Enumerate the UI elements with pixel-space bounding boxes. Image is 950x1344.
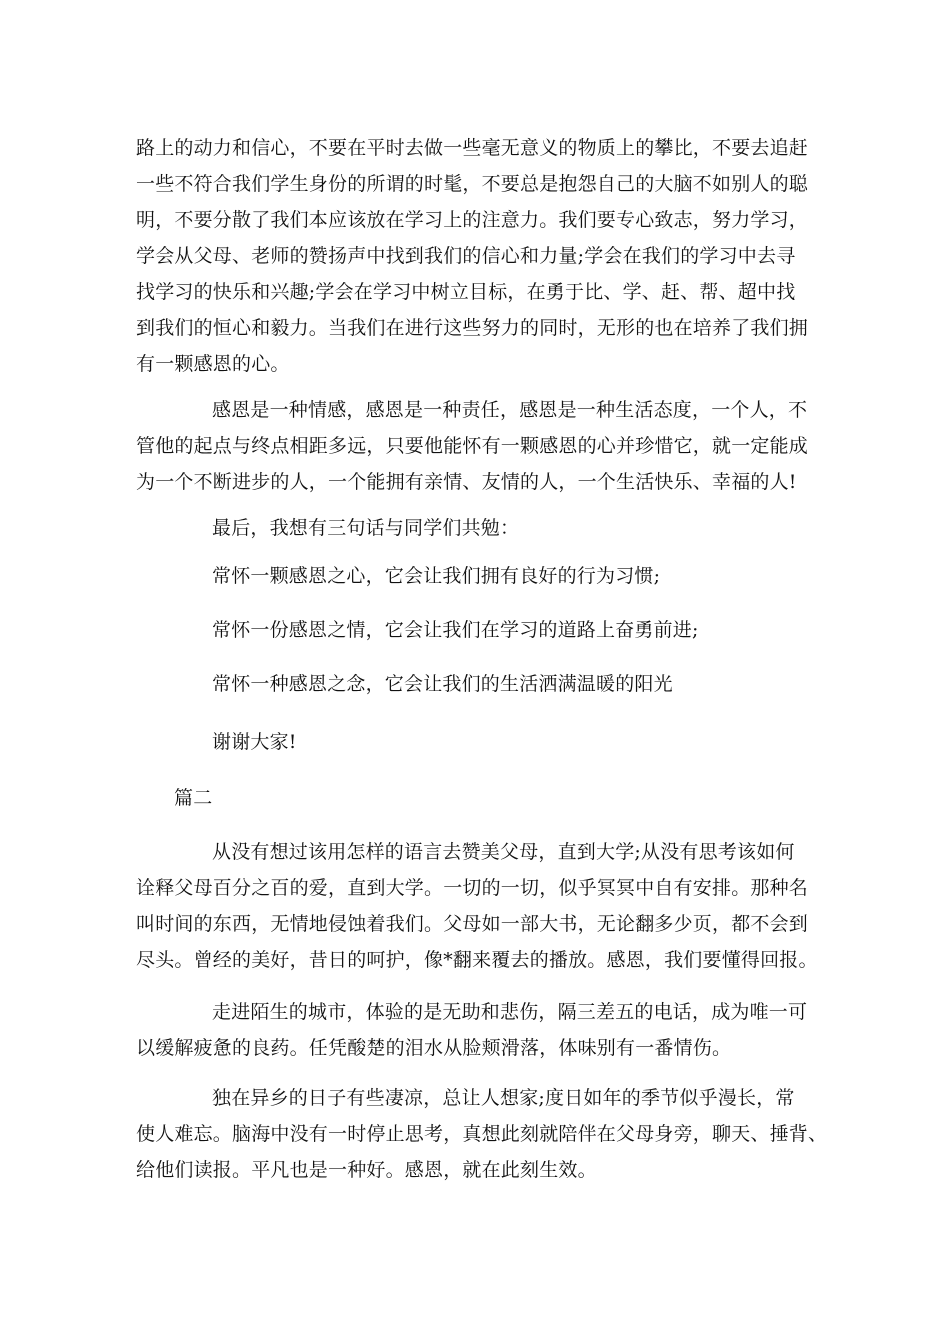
text-line: 以缓解疲惫的良药。任凭酸楚的泪水从脸颊滑落，体味别有一番情伤。 [136,1037,732,1059]
closing-line: 常怀一种感恩之念，它会让我们的生活洒满温暖的阳光 [212,673,673,695]
text-line: 从没有想过该用怎样的语言去赞美父母，直到大学;从没有思考该如何 [212,841,795,863]
text-line: 路上的动力和信心，不要在平时去做一些毫无意义的物质上的攀比，不要去追赶 [136,137,809,159]
text-line: 有一颗感恩的心。 [136,353,290,375]
text-line: 感恩是一种情感，感恩是一种责任，感恩是一种生活态度，一个人，不 [212,399,808,421]
text-line: 尽头。曾经的美好，昔日的呵护，像*翻来覆去的播放。感恩，我们要懂得回报。 [136,949,818,971]
text-line: 独在异乡的日子有些凄凉，总让人想家;度日如年的季节似乎漫长，常 [212,1087,795,1109]
text-line: 诠释父母百分之百的爱，直到大学。一切的一切，似乎冥冥中自有安排。那种名 [136,877,809,899]
text-line: 到我们的恒心和毅力。当我们在进行这些努力的同时，无形的也在培养了我们拥 [136,317,809,339]
text-line: 找学习的快乐和兴趣;学会在学习中树立目标，在勇于比、学、赶、帮、超中找 [136,281,796,303]
section-title: 篇二 [174,787,213,809]
closing-intro: 最后，我想有三句话与同学们共勉： [212,517,520,539]
text-line: 给他们读报。平凡也是一种好。感恩，就在此刻生效。 [136,1159,597,1181]
text-line: 走进陌生的城市，体验的是无助和悲伤，隔三差五的电话，成为唯一可 [212,1001,808,1023]
closing-thanks: 谢谢大家! [212,731,297,753]
text-line: 叫时间的东西，无情地侵蚀着我们。父母如一部大书，无论翻多少页，都不会到 [136,913,809,935]
text-line: 管他的起点与终点相距多远，只要他能怀有一颗感恩的心并珍惜它，就一定能成 [136,435,809,457]
text-line: 学会从父母、老师的赞扬声中找到我们的信心和力量;学会在我们的学习中去寻 [136,245,796,267]
closing-line: 常怀一颗感恩之心，它会让我们拥有良好的行为习惯; [212,565,661,587]
text-line: 使人难忘。脑海中没有一时停止思考，真想此刻就陪伴在父母身旁，聊天、捶背、 [136,1123,828,1145]
closing-line: 常怀一份感恩之情，它会让我们在学习的道路上奋勇前进; [212,619,699,641]
text-line: 明，不要分散了我们本应该放在学习上的注意力。我们要专心致志，努力学习， [136,209,809,231]
text-line: 为一个不断进步的人，一个能拥有亲情、友情的人，一个生活快乐、幸福的人! [136,471,797,493]
text-line: 一些不符合我们学生身份的所谓的时髦，不要总是抱怨自己的大脑不如别人的聪 [136,173,809,195]
